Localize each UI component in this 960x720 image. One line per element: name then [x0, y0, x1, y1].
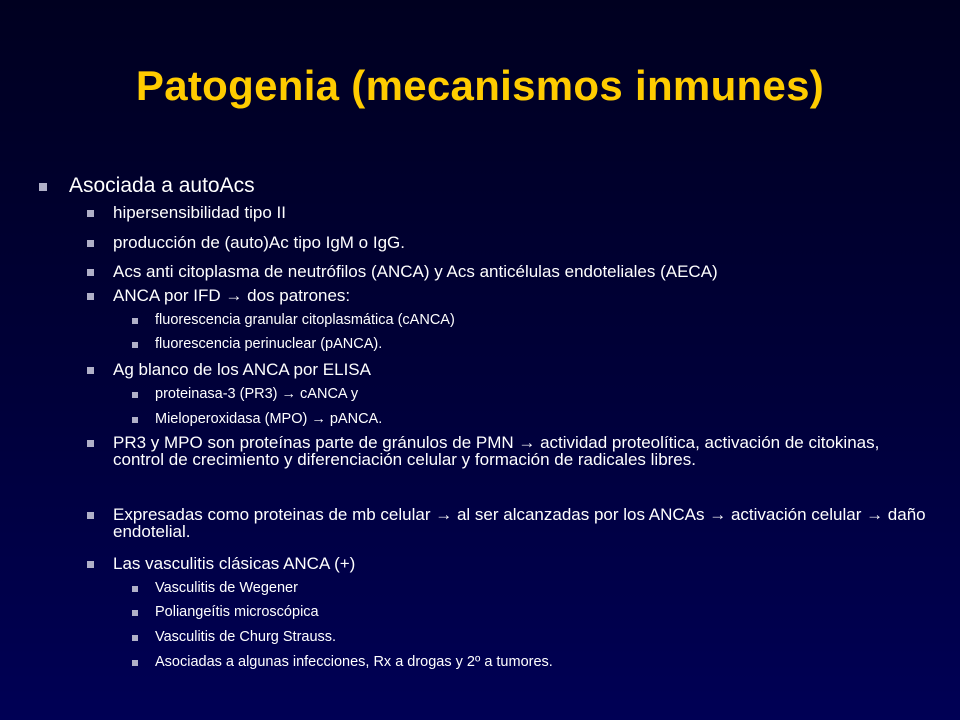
square-bullet-icon — [87, 440, 94, 447]
bullet-item-level2 — [113, 361, 933, 378]
bullet-item-level3 — [155, 336, 915, 352]
bullet-text: ANCA por IFD → dos patrones: — [113, 286, 351, 305]
bullet-item-level3 — [155, 654, 915, 670]
square-bullet-icon — [87, 367, 94, 374]
square-bullet-icon — [132, 417, 138, 423]
bullet-item-level2 — [113, 263, 933, 280]
bullet-text: Acs anti citoplasma de neutrófilos (ANCA) y Acs anticélulas endoteliales (AECA) — [113, 262, 718, 281]
square-bullet-icon — [132, 392, 138, 398]
bullet-item-level3 — [155, 604, 915, 620]
bullet-item-level3 — [155, 386, 915, 402]
bullet-text: Las vasculitis clásicas ANCA (+) — [113, 554, 356, 573]
square-bullet-icon — [87, 512, 94, 519]
bullet-text: fluorescencia granular citoplasmática (cANCA) — [155, 312, 455, 328]
bullet-text: fluorescencia perinuclear (pANCA). — [155, 336, 383, 352]
square-bullet-icon — [132, 342, 138, 348]
bullet-item-level2 — [113, 234, 933, 251]
square-bullet-icon — [132, 318, 138, 324]
square-bullet-icon — [132, 586, 138, 592]
square-bullet-icon — [87, 269, 94, 276]
square-bullet-icon — [132, 635, 138, 641]
bullet-item-level2 — [113, 287, 933, 304]
bullet-item-level2 — [113, 434, 933, 468]
square-bullet-icon — [132, 610, 138, 616]
bullet-text: Asociada a autoAcs — [69, 174, 255, 197]
bullet-item-level2 — [113, 204, 933, 221]
bullet-item-level1 — [69, 174, 255, 198]
bullet-item-level3 — [155, 312, 915, 328]
bullet-item-level3 — [155, 629, 915, 645]
square-bullet-icon — [87, 293, 94, 300]
slide-title: Patogenia (mecanismos inmunes) — [135, 62, 825, 109]
bullet-text: hipersensibilidad tipo II — [113, 203, 286, 222]
bullet-text: Asociadas a algunas infecciones, Rx a drogas y 2º a tumores. — [155, 654, 553, 670]
bullet-text: Vasculitis de Churg Strauss. — [155, 629, 337, 645]
bullet-text: proteinasa-3 (PR3) → cANCA y — [155, 386, 359, 402]
square-bullet-icon — [87, 240, 94, 247]
bullet-text: PR3 y MPO son proteínas parte de gránulos de PMN → actividad proteolítica, activación de citokinas, control de crecimiento y diferenciación celular y formación de radicales libres. — [113, 433, 880, 469]
square-bullet-icon — [87, 561, 94, 568]
square-bullet-icon — [39, 183, 47, 191]
bullet-text: producción de (auto)Ac tipo IgM o IgG. — [113, 233, 405, 252]
square-bullet-icon — [132, 660, 138, 666]
bullet-text: Mieloperoxidasa (MPO) → pANCA. — [155, 411, 383, 427]
bullet-text: Ag blanco de los ANCA por ELISA — [113, 360, 371, 379]
bullet-text: Expresadas como proteinas de mb celular → al ser alcanzadas por los ANCAs → activación celular → daño endotelial. — [113, 505, 926, 541]
bullet-text: Poliangeítis microscópica — [155, 604, 319, 620]
bullet-item-level3 — [155, 580, 915, 596]
bullet-text: Vasculitis de Wegener — [155, 580, 298, 596]
square-bullet-icon — [87, 210, 94, 217]
bullet-item-level2 — [113, 555, 933, 572]
bullet-item-level3 — [155, 411, 915, 427]
bullet-item-level2 — [113, 506, 933, 540]
